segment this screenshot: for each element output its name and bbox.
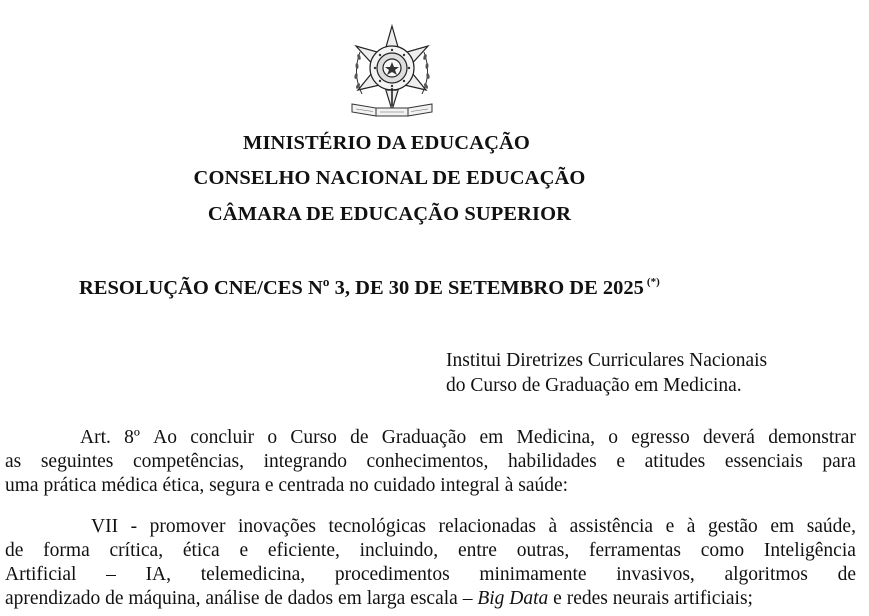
big-data-term: Big Data	[477, 588, 549, 609]
word: o	[267, 427, 278, 448]
paragraph-line	[5, 515, 856, 539]
word: de	[5, 540, 24, 561]
word: VII	[91, 516, 119, 537]
word: atitudes	[644, 451, 706, 472]
resolution-title	[79, 276, 660, 300]
word: concluir	[190, 427, 255, 448]
word: gestão	[707, 516, 758, 537]
word: deverá	[703, 427, 755, 448]
word: Art.	[80, 427, 111, 448]
word: Curso	[290, 427, 337, 448]
word: como	[700, 540, 745, 561]
word: outras,	[516, 540, 570, 561]
article-8-paragraph	[5, 426, 856, 498]
word: tecnológicas	[328, 516, 426, 537]
word: as	[5, 451, 22, 472]
word: eficiente,	[267, 540, 340, 561]
word: crítica,	[109, 540, 164, 561]
word: egresso	[631, 427, 690, 448]
ementa-line: do Curso de Graduação em Medicina.	[446, 375, 742, 396]
word: telemedicina,	[200, 564, 306, 585]
word: inovações	[237, 516, 316, 537]
word: Medicina,	[516, 427, 596, 448]
word: Ao	[153, 427, 177, 448]
ementa-block	[446, 348, 767, 398]
paragraph-line	[5, 587, 856, 611]
word: em	[479, 427, 504, 448]
word: o	[608, 427, 619, 448]
word: para	[822, 451, 856, 472]
word: 8º	[124, 427, 140, 448]
word: entre	[457, 540, 497, 561]
chamber-heading: CÂMARA DE EDUCAÇÃO SUPERIOR	[207, 203, 572, 225]
word: –	[106, 564, 116, 585]
word: e	[616, 451, 625, 472]
word: algoritmos	[724, 564, 808, 585]
word: conhecimentos,	[366, 451, 489, 472]
word: forma	[43, 540, 90, 561]
inciso-vii-paragraph	[5, 515, 856, 611]
ministry-heading: MINISTÉRIO DA EDUCAÇÃO	[243, 132, 530, 154]
word: competências,	[132, 451, 244, 472]
word: promover	[149, 516, 226, 537]
inline-text: aprendizado de máquina, análise de dados em larga escala –	[5, 588, 478, 609]
paragraph-line	[5, 450, 856, 474]
ementa-line: Institui Diretrizes Curriculares Nacionais	[446, 350, 768, 371]
word: ferramentas	[588, 540, 682, 561]
paragraph-line	[5, 563, 856, 587]
word: invasivos,	[616, 564, 695, 585]
word: incluindo,	[359, 540, 439, 561]
word: assistência	[569, 516, 654, 537]
word: demonstrar	[768, 427, 856, 448]
paragraph-line	[5, 539, 856, 563]
word: procedimentos	[334, 564, 450, 585]
word: em	[770, 516, 795, 537]
paragraph-line	[5, 426, 856, 450]
word: essenciais	[724, 451, 803, 472]
word: à	[548, 516, 558, 537]
word: seguintes	[40, 451, 114, 472]
word: ética	[182, 540, 220, 561]
word: saúde,	[806, 516, 856, 537]
word: à	[686, 516, 696, 537]
word: IA,	[145, 564, 172, 585]
word: e	[665, 516, 675, 537]
footnote-mark: (*)	[646, 276, 660, 288]
word: minimamente	[479, 564, 587, 585]
paragraph-line: uma prática médica ética, segura e centrada no cuidado integral à saúde:	[5, 475, 569, 496]
inline-text: e redes neurais artificiais;	[548, 588, 753, 609]
word: integrando	[263, 451, 347, 472]
resolution-title-text: RESOLUÇÃO CNE/CES Nº 3, DE 30 DE SETEMBRO DE 2025	[79, 277, 644, 299]
word: e	[239, 540, 249, 561]
word: de	[837, 564, 856, 585]
word: habilidades	[507, 451, 597, 472]
word: de	[350, 427, 369, 448]
word: -	[130, 516, 138, 537]
word: relacionadas	[438, 516, 536, 537]
word: Graduação	[381, 427, 467, 448]
council-heading: CONSELHO NACIONAL DE EDUCAÇÃO	[193, 167, 586, 189]
word: Inteligência	[763, 540, 856, 561]
coat-of-arms-emblem	[346, 24, 438, 124]
word: Artificial	[5, 564, 77, 585]
